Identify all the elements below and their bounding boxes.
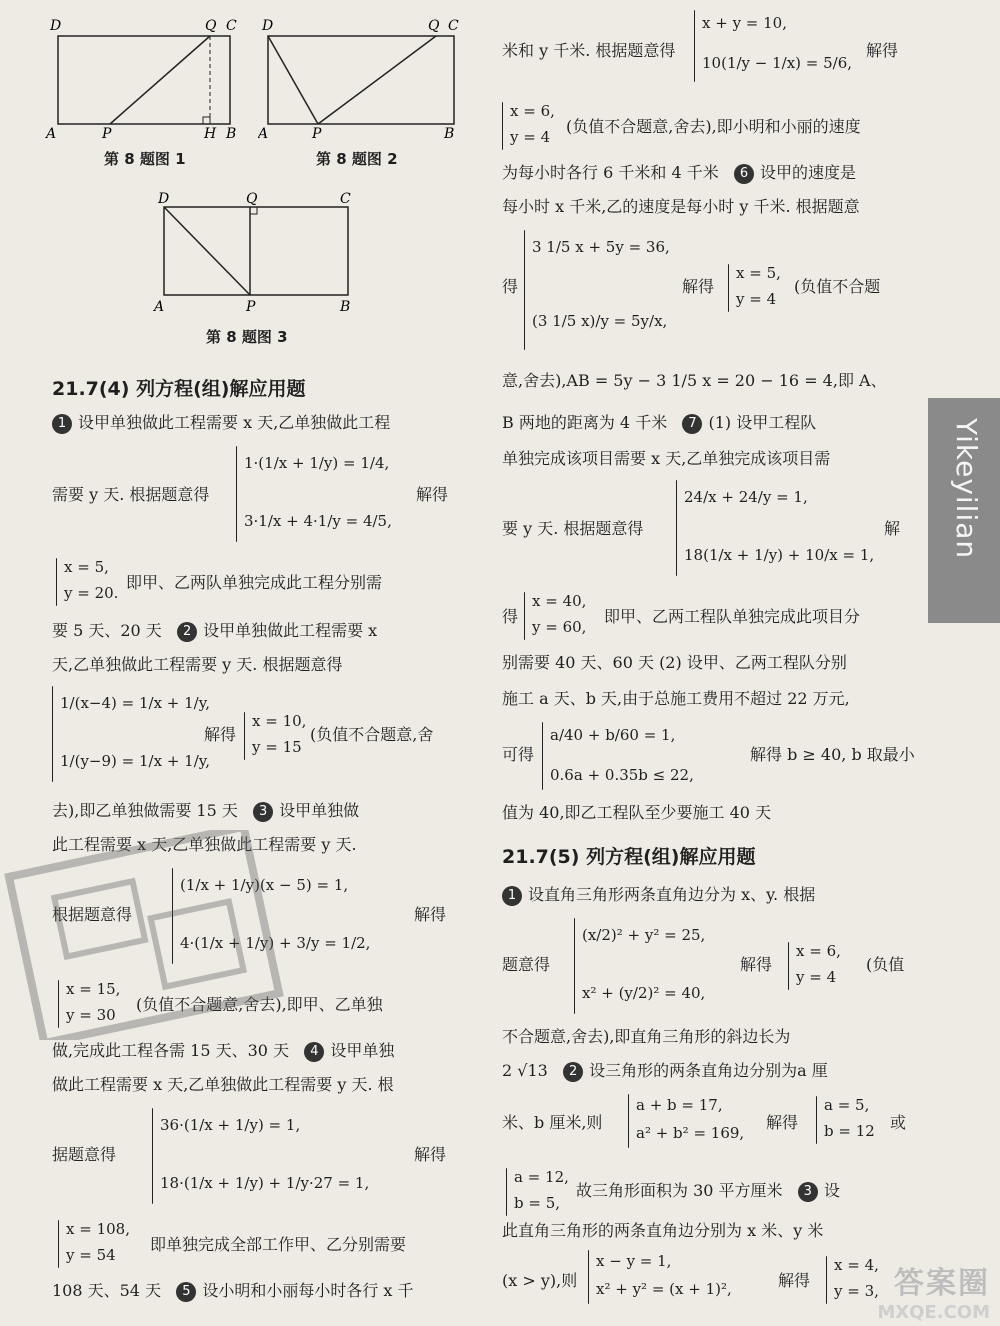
equation: (x/2)² + y² = 25, xyxy=(582,926,706,944)
brace xyxy=(524,230,525,350)
svg-text:B: B xyxy=(444,126,455,138)
text-line: 解得 xyxy=(766,1113,799,1132)
equation: 10(1/y − 1/x) = 5/6, xyxy=(702,54,853,72)
brace xyxy=(816,1096,817,1144)
equation: 0.6a + 0.35b ≤ 22, xyxy=(550,766,694,784)
text-line: 得 xyxy=(502,607,519,626)
q-number: 3 xyxy=(253,802,273,822)
equation: x² + (y/2)² = 40, xyxy=(582,984,706,1002)
text-line: 要 y 天. 根据题意得 xyxy=(502,519,644,538)
text-line: 根据题意得 xyxy=(52,905,133,924)
brace xyxy=(588,1250,589,1304)
svg-text:H: H xyxy=(204,126,217,138)
brace xyxy=(172,868,173,964)
equation: 3·1/x + 4·1/y = 4/5, xyxy=(244,512,392,530)
equation: a = 12, xyxy=(514,1168,569,1186)
svg-text:A: A xyxy=(154,299,165,315)
text-line: 此工程需要 x 天,乙单独做此工程需要 y 天. xyxy=(52,835,357,854)
q-number: 7 xyxy=(682,414,702,434)
equation: 1/(y−9) = 1/x + 1/y, xyxy=(60,752,210,770)
svg-text:Q: Q xyxy=(428,18,440,34)
brace xyxy=(58,980,59,1028)
brace xyxy=(506,1168,507,1216)
text-line: 解得 xyxy=(414,905,447,924)
text-line: 解得 xyxy=(204,725,237,744)
svg-text:D: D xyxy=(158,191,170,207)
equation: y = 54 xyxy=(66,1246,116,1264)
q-number: 5 xyxy=(176,1282,196,1302)
text-line: 可得 xyxy=(502,745,535,764)
text-line: 单独完成该项目需要 x 天,乙单独完成该项目需 xyxy=(502,449,831,468)
equation: a/40 + b/60 = 1, xyxy=(550,726,676,744)
equation: y = 3, xyxy=(834,1282,879,1300)
equation: y = 4 xyxy=(510,128,551,146)
svg-text:Q: Q xyxy=(205,18,217,34)
svg-text:B: B xyxy=(226,126,237,138)
text-line: 做,完成此工程各需 15 天、30 天 4 设甲单独 xyxy=(52,1041,395,1060)
svg-text:P: P xyxy=(246,299,256,315)
text-line: (负值不合题意,舍去),即小明和小丽的速度 xyxy=(566,117,861,136)
svg-text:D: D xyxy=(262,18,274,34)
equation: x = 6, xyxy=(796,942,841,960)
svg-text:C: C xyxy=(340,191,351,207)
text-line: 要 5 天、20 天 2 设甲单独做此工程需要 x xyxy=(52,621,378,640)
text-line: 去),即乙单独做需要 15 天 3 设甲单独做 xyxy=(52,801,360,820)
equation: a + b = 17, xyxy=(636,1096,723,1114)
q-number: 2 xyxy=(177,622,197,642)
equation: x = 15, xyxy=(66,980,121,998)
equation: 1·(1/x + 1/y) = 1/4, xyxy=(244,454,390,472)
side-tab-label: Yikeyilian xyxy=(950,418,983,560)
text-line: 或 xyxy=(890,1113,907,1132)
text-line: (x > y),则 xyxy=(502,1271,578,1290)
figure-8-1-caption: 第 8 题图 1 xyxy=(104,150,186,168)
brace xyxy=(524,592,525,640)
q-number: 2 xyxy=(563,1062,583,1082)
q-number: 1 xyxy=(52,414,72,434)
equation: x = 5, xyxy=(64,558,109,576)
equation: x = 5, xyxy=(736,264,781,282)
equation: a = 5, xyxy=(824,1096,870,1114)
figure-8-2-caption: 第 8 题图 2 xyxy=(316,150,398,168)
text-line: 为每小时各行 6 千米和 4 千米 6 设甲的速度是 xyxy=(502,163,856,182)
figure-8-3 xyxy=(150,185,360,320)
equation: 18(1/x + 1/y) + 10/x = 1, xyxy=(684,546,875,564)
text-line: 即甲、乙两队单独完成此工程分别需 xyxy=(126,573,383,592)
text-line: 此直角三角形的两条直角边分别为 x 米、y 米 xyxy=(502,1221,824,1240)
equation: x = 108, xyxy=(66,1220,130,1238)
text-line: 每小时 x 千米,乙的速度是每小时 y 千米. 根据题意 xyxy=(502,197,860,216)
brace xyxy=(52,686,53,782)
text-line: 即单独完成全部工作甲、乙分别需要 xyxy=(150,1235,407,1254)
text-line: 故三角形面积为 30 平方厘米 3 设 xyxy=(576,1181,840,1200)
q-number: 6 xyxy=(734,164,754,184)
brace xyxy=(542,722,543,790)
text-line: 米、b 厘米,则 xyxy=(502,1113,603,1132)
equation: 4·(1/x + 1/y) + 3/y = 1/2, xyxy=(180,934,371,952)
equation: y = 60, xyxy=(532,618,587,636)
text-line: (负值不合题意,舍去),即甲、乙单独 xyxy=(136,995,383,1014)
watermark-top: 答案圈 xyxy=(894,1266,990,1301)
svg-text:P: P xyxy=(102,126,112,138)
equation: (3 1/5 x)/y = 5y/x, xyxy=(532,312,668,330)
text-line: 解得 xyxy=(740,955,773,974)
brace xyxy=(728,264,729,312)
q-number: 1 xyxy=(502,886,522,906)
text-line: 解得 xyxy=(414,1145,447,1164)
text-line: 解得 xyxy=(416,485,449,504)
section-title-21-7-4: 21.7(4) 列方程(组)解应用题 xyxy=(52,378,306,400)
q-number: 4 xyxy=(304,1042,324,1062)
text-line: 解得 b ≥ 40, b 取最小 xyxy=(750,745,915,764)
brace xyxy=(676,480,677,576)
side-tab xyxy=(928,398,1000,623)
svg-text:A: A xyxy=(46,126,57,138)
equation: a² + b² = 169, xyxy=(636,1124,745,1142)
equation: 18·(1/x + 1/y) + 1/y·27 = 1, xyxy=(160,1174,370,1192)
equation: (1/x + 1/y)(x − 5) = 1, xyxy=(180,876,349,894)
svg-text:Q: Q xyxy=(246,191,258,207)
figure-8-1 xyxy=(40,8,240,138)
watermark-bottom: MXQE.COM xyxy=(877,1302,990,1323)
equation: x − y = 1, xyxy=(596,1252,672,1270)
svg-text:D: D xyxy=(50,18,62,34)
figure-8-2 xyxy=(258,8,468,138)
svg-text:C: C xyxy=(226,18,237,34)
text-line: 解得 xyxy=(682,277,715,296)
text-line: 2 √13 2 设三角形的两条直角边分别为a 厘 xyxy=(502,1061,828,1080)
text-line: 做此工程需要 x 天,乙单独做此工程需要 y 天. 根 xyxy=(52,1075,394,1094)
equation: x + y = 10, xyxy=(702,14,787,32)
equation: x = 4, xyxy=(834,1256,879,1274)
equation: x = 10, xyxy=(252,712,307,730)
text-line: 解得 xyxy=(866,41,899,60)
watermark xyxy=(820,1258,990,1323)
brace xyxy=(58,1220,59,1268)
text-line: B 两地的距离为 4 千米 7 (1) 设甲工程队 xyxy=(502,413,817,432)
equation: b = 12 xyxy=(824,1122,875,1140)
text-line: (负值不合题意,舍 xyxy=(310,725,434,744)
equation: y = 30 xyxy=(66,1006,116,1024)
text-line: 天,乙单独做此工程需要 y 天. 根据题意得 xyxy=(52,655,343,674)
equation: y = 20. xyxy=(64,584,119,602)
brace xyxy=(502,102,503,150)
equation: x² + y² = (x + 1)², xyxy=(596,1280,732,1298)
q-number: 3 xyxy=(798,1182,818,1202)
text-line: 意,舍去),AB = 5y − 3 1/5 x = 20 − 16 = 4,即 A、 xyxy=(502,371,887,390)
text-line: 不合题意,舍去),即直角三角形的斜边长为 xyxy=(502,1027,791,1046)
section-title-21-7-5: 21.7(5) 列方程(组)解应用题 xyxy=(502,846,756,868)
brace xyxy=(56,558,57,606)
brace xyxy=(788,942,789,990)
equation: x = 40, xyxy=(532,592,587,610)
text-line: 需要 y 天. 根据题意得 xyxy=(52,485,210,504)
text-line: 解 xyxy=(884,519,901,538)
figure-8-3-caption: 第 8 题图 3 xyxy=(206,328,288,346)
equation: y = 4 xyxy=(796,968,837,986)
equation: b = 5, xyxy=(514,1194,561,1212)
text-line: 1 设直角三角形两条直角边分为 x、y. 根据 xyxy=(502,884,815,906)
brace xyxy=(694,10,695,82)
brace xyxy=(244,712,245,760)
text-line: 题意得 xyxy=(502,955,551,974)
equation: x = 6, xyxy=(510,102,555,120)
equation: y = 15 xyxy=(252,738,302,756)
text-line: (负值不合题 xyxy=(794,277,881,296)
text-line: 值为 40,即乙工程队至少要施工 40 天 xyxy=(502,803,772,822)
svg-text:C: C xyxy=(448,18,459,34)
text-line: (负值 xyxy=(866,955,905,974)
brace xyxy=(628,1094,629,1148)
equation: y = 4 xyxy=(736,290,777,308)
text-line: 即甲、乙两工程队单独完成此项目分 xyxy=(604,607,861,626)
text-line: 据题意得 xyxy=(52,1145,117,1164)
text-line: 米和 y 千米. 根据题意得 xyxy=(502,41,676,60)
text-line: 别需要 40 天、60 天 (2) 设甲、乙两工程队分别 xyxy=(502,653,847,672)
svg-text:P: P xyxy=(312,126,322,138)
text-line: 108 天、54 天 5 设小明和小丽每小时各行 x 千 xyxy=(52,1281,414,1300)
text-line: 施工 a 天、b 天,由于总施工费用不超过 22 万元, xyxy=(502,689,850,708)
text-line: 解得 xyxy=(778,1271,811,1290)
text-line: 得 xyxy=(502,277,519,296)
equation: 24/x + 24/y = 1, xyxy=(684,488,808,506)
equation: 36·(1/x + 1/y) = 1, xyxy=(160,1116,301,1134)
equation: 3 1/5 x + 5y = 36, xyxy=(532,238,670,256)
svg-text:A: A xyxy=(258,126,269,138)
equation: 1/(x−4) = 1/x + 1/y, xyxy=(60,694,210,712)
brace xyxy=(236,446,237,542)
brace xyxy=(574,918,575,1014)
text-line: 1 设甲单独做此工程需要 x 天,乙单独做此工程 xyxy=(52,412,390,434)
brace xyxy=(152,1108,153,1204)
svg-text:B: B xyxy=(340,299,351,315)
